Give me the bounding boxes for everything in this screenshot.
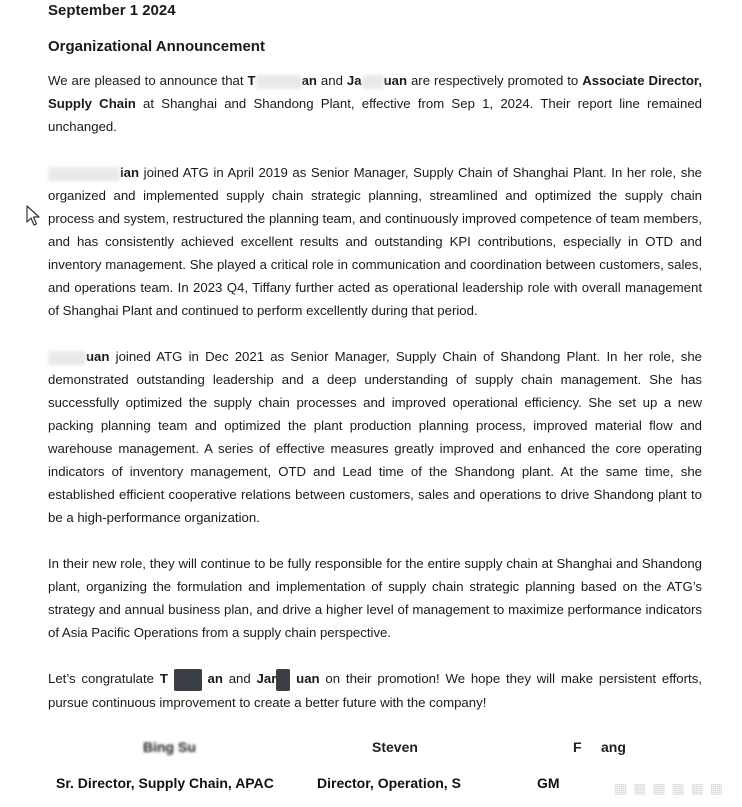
congrats-name1-start: T <box>159 671 168 686</box>
intro-text-d: at Shanghai and Shandong Plant, effective from Sep 1, 2024. Their report line remained unchanged. <box>48 96 702 134</box>
name1-end: an <box>301 73 317 88</box>
promotion-role: Associate Director, Supply Chain <box>48 73 702 111</box>
promotee1-text: joined ATG in April 2019 as Senior Manager, Supply Chain of Shanghai Plant. In her role, she organized and implemented supply chain strategic planning, streamlined and optimized the supply chain process and system, restructured the planning team, and continuously improved competence of team members, and has consistently achieved excellent results and outstanding KPI contributions, especially in OTD and inventory management. She played a critical role in communication and coordination between customers, sales, and operations team. In 2023 Q4, Tiffany further acted as operational leadership role with overall management of Shanghai Plant and continued to perform excellently during that period. <box>48 165 702 318</box>
promotee2-text: joined ATG in Dec 2021 as Senior Manager, Supply Chain of Shandong Plant. In her role, she demonstrated outstanding leadership and a deep understanding of supply chain management. She has successfully optimized the supply chain processes and improved operational efficiency. She set up a new packing planning team and optimized the plant production planning process, improved material flow and warehouse management. A series of effective measures greatly improved and enhanced the core operating indicators of inventory management, OTD and Lead time of the Shandong plant. At the same time, she established efficient cooperative relations between customers, sales and operations to drive Shandong plant to be a high-performance organization. <box>48 349 702 525</box>
redacted-name <box>48 351 86 365</box>
congrats-name1-end: an <box>207 671 223 686</box>
first-promotee-paragraph <box>48 161 702 322</box>
redacted-name <box>362 75 384 89</box>
congrats-name2-start: Jar <box>256 671 277 686</box>
intro-text-c: are respectively promoted to <box>407 73 583 88</box>
name2-end: uan <box>383 73 408 88</box>
intro-paragraph <box>48 69 702 138</box>
congrats-text-a: Let’s congratulate <box>48 671 160 686</box>
congrats-text-c: on their promotion! We hope they will make persistent efforts, pursue continuous improvement to create a better future with the company! <box>48 671 702 710</box>
name2-start: Ja <box>346 73 362 88</box>
signatory2-name: Steven <box>372 739 418 755</box>
mouse-cursor-icon <box>26 205 40 227</box>
announcement-date: September 1 2024 <box>48 2 176 19</box>
signatory2-title: Director, Operation, S <box>317 775 461 791</box>
redacted-name <box>276 669 290 691</box>
signatory1-title: Sr. Director, Supply Chain, APAC <box>56 775 274 791</box>
announcement-heading: Organizational Announcement <box>48 38 265 55</box>
name1-start: T <box>247 73 256 88</box>
new-role-paragraph: In their new role, they will continue to be fully responsible for the entire supply chain at Shanghai and Shandong plant, organizing the formulation and implementation of supply chain strategic planning based on the ATG’s strategy and annual business plan, and drive a higher level of management to maximize performance indicators of Asia Pacific Operations from a supply chain perspective. <box>48 556 702 640</box>
signatory3-name: F ang <box>573 739 626 755</box>
redacted-name <box>48 167 120 181</box>
promotee1-name-end: ian <box>120 165 140 180</box>
redacted-name <box>174 669 202 691</box>
intro-text-a: We are pleased to announce that <box>48 73 248 88</box>
congratulations-paragraph <box>48 667 702 714</box>
redacted-name <box>256 75 302 89</box>
signatory3-title: GM <box>537 775 560 791</box>
intro-text-b: and <box>316 73 347 88</box>
second-promotee-paragraph <box>48 345 702 529</box>
promotee2-name-end: uan <box>86 349 110 364</box>
signatory1-name: Bing Su <box>143 739 196 755</box>
congrats-name2-end: uan <box>296 671 320 686</box>
congrats-text-b: and <box>222 671 257 686</box>
watermark-graphic: ▦ ▦ ▦ ▦ ▦ ▦ <box>614 780 724 796</box>
